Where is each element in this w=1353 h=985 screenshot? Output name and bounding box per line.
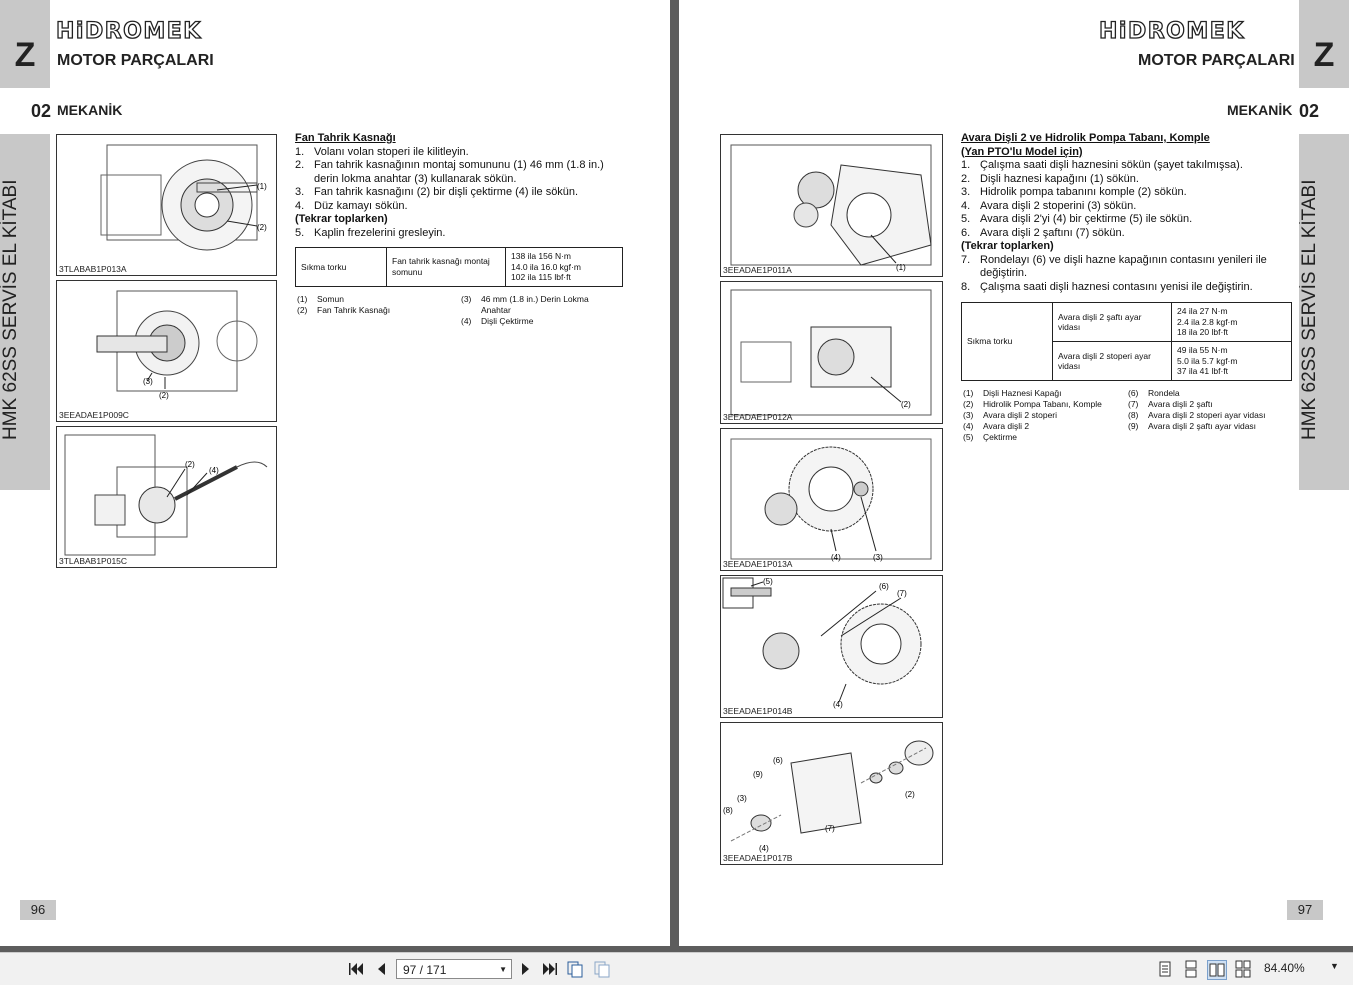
procedure-text	[295, 132, 625, 240]
previous-page-icon[interactable]	[373, 960, 391, 978]
list-item: 8. Çalışma saati dişli haznesi contasını yenisi ile değiştirin.	[961, 280, 1253, 293]
step-list	[961, 159, 1296, 240]
engine-drawing-4	[721, 135, 942, 276]
callout-6: (6)	[879, 582, 889, 591]
page-number: 96	[20, 900, 56, 920]
callout-4b: (4)	[833, 700, 843, 709]
legend-item: (4) Avara dişli 2	[963, 421, 1030, 431]
procedure-heading: Fan Tahrik Kasnağı	[295, 132, 396, 144]
figure-gear-case-cover	[720, 134, 943, 277]
sub-number-tab: 02	[1296, 96, 1322, 126]
procedure-heading: Avara Dişli 2 ve Hidrolik Pompa Tabanı, Komple	[961, 132, 1210, 144]
continuous-page-icon[interactable]	[1182, 960, 1200, 978]
engine-drawing-6	[721, 429, 942, 570]
engine-drawing-2	[57, 281, 276, 421]
figure-code: 3EEADAE1P014B	[723, 706, 793, 716]
document-page-right	[679, 0, 1353, 946]
facing-pages-icon[interactable]	[1207, 960, 1227, 980]
zoom-level[interactable]: 84.40%	[1264, 961, 1305, 975]
figure-code: 3EEADAE1P017B	[723, 853, 793, 863]
last-page-icon[interactable]	[540, 960, 558, 978]
callout-3: (3)	[737, 794, 747, 803]
figure-code: 3TLABAB1P013A	[59, 264, 127, 274]
page-number-value: 97 / 171	[403, 963, 447, 977]
callout-5: (5)	[763, 577, 773, 586]
figure-fan-pulley-nut	[56, 134, 277, 276]
torque-item: Avara dişli 2 şaftı ayar vidası	[1053, 303, 1172, 342]
list-item: 4. Avara dişli 2 stoperini (3) sökün.	[961, 199, 1137, 212]
figure-gear-puller	[56, 426, 277, 568]
torque-values: 49 ila 55 N·m 5.0 ila 5.7 kgf·m 37 ila 41 lbf·ft	[1172, 342, 1292, 381]
brand-logo: HiDROMEK	[56, 19, 202, 44]
sub-title: MEKANİK	[57, 102, 123, 118]
single-page-icon[interactable]	[1156, 960, 1174, 978]
callout-2: (2)	[257, 223, 267, 232]
callout-6: (6)	[773, 756, 783, 765]
side-title: HMK 62SS SERVİS EL KİTABI	[1299, 179, 1320, 441]
torque-values: 24 ila 27 N·m 2.4 ila 2.8 kgf·m 18 ila 20 lbf·ft	[1172, 303, 1292, 342]
callout-2: (2)	[901, 400, 911, 409]
figure-code: 3TLABAB1P015C	[59, 556, 128, 566]
callout-2c: (2)	[185, 460, 195, 469]
legend-item: (1) Somun	[297, 294, 344, 304]
legend-item: (8) Avara dişli 2 stoperi ayar vidası	[1128, 410, 1266, 420]
callout-1: (1)	[257, 182, 267, 191]
callout-4: (4)	[209, 466, 219, 475]
list-item: 7. Rondelayı (6) ve dişli hazne kapağının contasını yenileri ile değiştirin.	[961, 253, 1267, 279]
section-letter: Z	[14, 36, 36, 74]
section-title: MOTOR PARÇALARI	[1138, 52, 1295, 69]
callout-2: (2)	[905, 790, 915, 799]
list-item: 6. Avara dişli 2 şaftını (7) sökün.	[961, 226, 1125, 239]
list-item: 2. Dişli haznesi kapağını (1) sökün.	[961, 172, 1139, 185]
list-item: 1. Çalışma saati dişli haznesini sökün (şayet takılmışsa).	[961, 159, 1243, 171]
torque-label: Sıkma torku	[296, 248, 387, 287]
section-letter-tab	[0, 0, 50, 88]
figure-idle-gear-puller	[720, 575, 943, 718]
figure-idle-gear-stopper	[720, 428, 943, 571]
list-item: 2. Fan tahrik kasnağının montaj somununu (1) 46 mm (1.8 in.) derin lokma anahtar (3) kullanarak sökün.	[295, 159, 604, 185]
previous-view-icon[interactable]	[566, 960, 584, 978]
torque-label: Sıkma torku	[962, 303, 1053, 381]
callout-9: (9)	[753, 770, 763, 779]
list-item: 4. Düz kamayı sökün.	[295, 199, 408, 212]
next-view-icon[interactable]	[593, 960, 611, 978]
figure-exploded-view	[720, 722, 943, 865]
zoom-chevron-down-icon[interactable]: ▼	[1330, 961, 1339, 971]
legend-item: (3) Avara dişli 2 stoperi	[963, 410, 1058, 420]
continuous-facing-icon[interactable]	[1234, 960, 1252, 978]
callout-1: (1)	[896, 263, 906, 272]
torque-table	[295, 247, 623, 287]
engine-drawing-7	[721, 576, 942, 717]
page-number: 97	[1287, 900, 1323, 920]
list-item: 3. Hidrolik pompa tabanını komple (2) sökün.	[961, 186, 1187, 198]
list-item: 5. Avara dişli 2'yi (4) bir çektirme (5) ile sökün.	[961, 213, 1193, 225]
engine-drawing-1	[57, 135, 276, 275]
brand-logo: HiDROMEK	[1099, 19, 1245, 44]
section-title: MOTOR PARÇALARI	[57, 52, 214, 69]
side-title: HMK 62SS SERVİS EL KİTABI	[0, 179, 21, 441]
reassembly-list	[961, 254, 1296, 295]
exploded-drawing	[721, 723, 942, 864]
legend-item: (7) Avara dişli 2 şaftı	[1128, 399, 1213, 409]
list-item: 5. Kaplin frezelerini gresleyin.	[295, 226, 446, 239]
legend-item: (6) Rondela	[1128, 388, 1180, 398]
figure-pump-base	[720, 281, 943, 424]
figure-code: 3EEADAE1P009C	[59, 410, 129, 420]
reassembly-label: (Tekrar toplarken)	[295, 213, 388, 225]
torque-table	[961, 302, 1292, 381]
procedure-subheading: (Yan PTO'lu Model için)	[961, 145, 1083, 158]
sub-title: MEKANİK	[1227, 102, 1293, 118]
first-page-icon[interactable]	[348, 960, 366, 978]
callout-3: (3)	[873, 553, 883, 562]
engine-drawing-3	[57, 427, 276, 567]
legend-item: (3) 46 mm (1.8 in.) Derin Lokma Anahtar	[461, 294, 589, 315]
callout-4: (4)	[759, 844, 769, 853]
procedure-text	[961, 132, 1296, 294]
reassembly-list	[295, 227, 625, 241]
sub-number-tab: 02	[28, 96, 54, 126]
section-letter-tab	[1299, 0, 1349, 88]
page-number-field[interactable]	[396, 959, 512, 979]
figure-code: 3EEADAE1P011A	[723, 265, 792, 275]
list-item: 3. Fan tahrik kasnağını (2) bir dişli çektirme (4) ile sökün.	[295, 186, 579, 198]
callout-3: (3)	[143, 377, 153, 386]
callout-4: (4)	[831, 553, 841, 562]
callout-7: (7)	[825, 824, 835, 833]
callout-8: (8)	[723, 806, 733, 815]
figure-deep-socket	[56, 280, 277, 422]
document-page-left	[0, 0, 670, 946]
engine-drawing-5	[721, 282, 942, 423]
torque-item: Fan tahrik kasnağı montaj somunu	[387, 248, 506, 287]
list-item: 1. Volanı volan stoperi ile kilitleyin.	[295, 145, 469, 158]
section-letter: Z	[1313, 36, 1335, 74]
callout-7: (7)	[897, 589, 907, 598]
figure-code: 3EEADAE1P013A	[723, 559, 793, 569]
figure-code: 3EEADAE1P012A	[723, 412, 793, 422]
legend-item: (2) Fan Tahrik Kasnağı	[297, 305, 391, 315]
legend-item: (9) Avara dişli 2 şaftı ayar vidası	[1128, 421, 1257, 431]
next-page-icon[interactable]	[516, 960, 534, 978]
legend-item: (2) Hidrolik Pompa Tabanı, Komple	[963, 399, 1102, 409]
legend-item: (4) Dişli Çektirme	[461, 316, 534, 326]
step-list	[295, 146, 625, 214]
legend-item: (1) Dişli Haznesi Kapağı	[963, 388, 1062, 398]
torque-values: 138 ila 156 N·m 14.0 ila 16.0 kgf·m 102 ila 115 lbf·ft	[506, 248, 623, 287]
callout-2b: (2)	[159, 391, 169, 400]
reassembly-label: (Tekrar toplarken)	[961, 240, 1054, 252]
legend-item: (5) Çektirme	[963, 432, 1018, 442]
viewer-toolbar	[0, 952, 1353, 985]
chevron-down-icon[interactable]: ▼	[499, 965, 507, 974]
torque-item: Avara dişli 2 stoperi ayar vidası	[1053, 342, 1172, 381]
